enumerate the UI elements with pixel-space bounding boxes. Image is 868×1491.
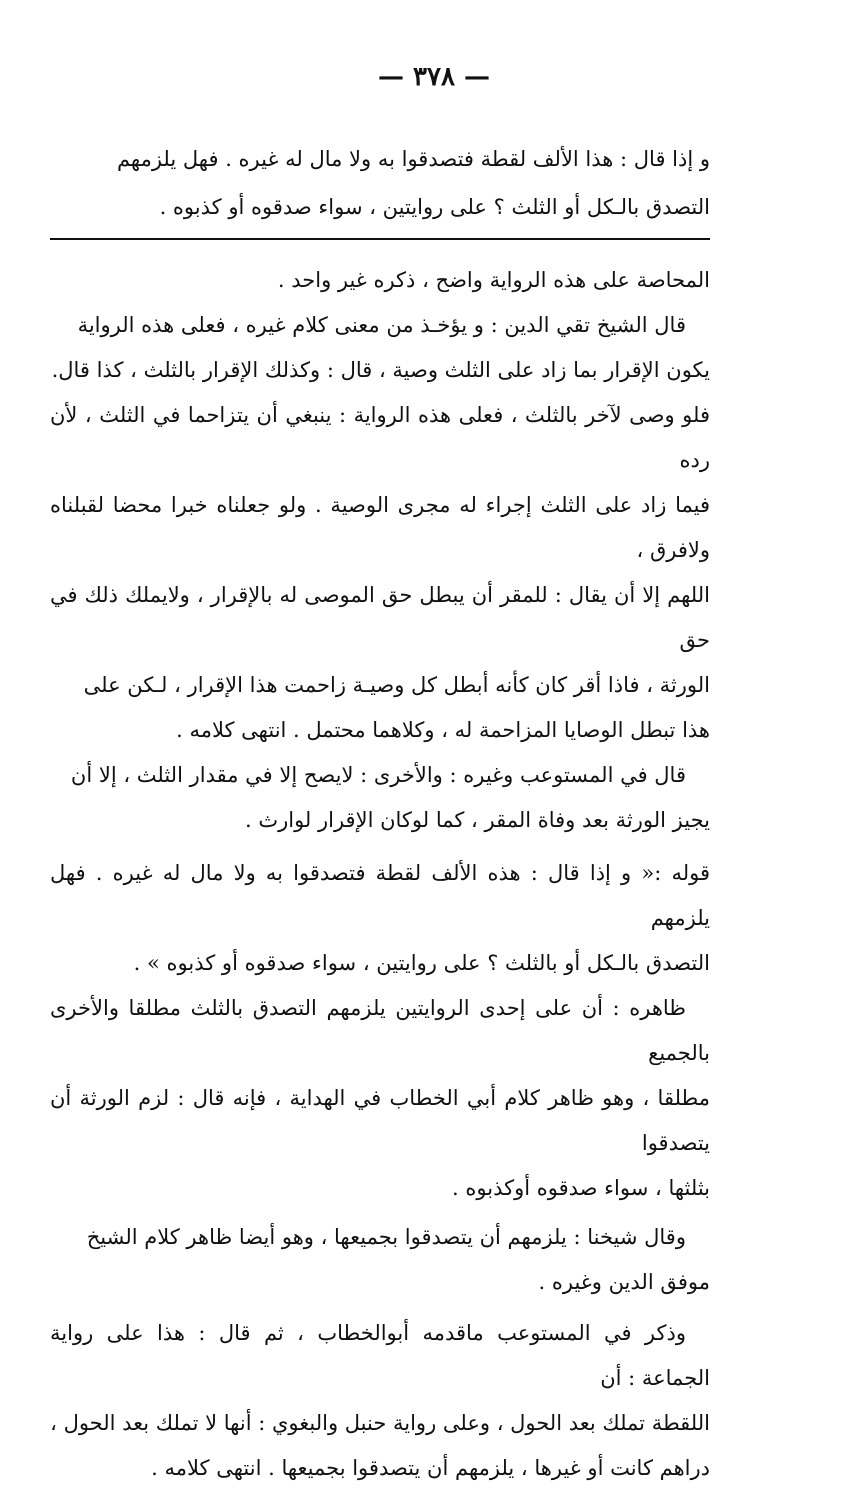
text-line: فيما زاد على الثلث إجراء له مجرى الوصية . ولو جعلناه خبرا محضا لقبلناه ولافرق ، xyxy=(50,493,710,562)
text-line: بثلثها ، سواء صدقوه أوكذبوه . xyxy=(452,1176,710,1200)
text-line: قال الشيخ تقي الدين : و يؤخـذ من معنى كلام غيره ، فعلى هذه الرواية xyxy=(77,313,686,337)
paragraph xyxy=(50,851,710,986)
matn-line: التصدق بالـكل أو الثلث ؟ على روايتين ، سواء صدقوه أو كذبوه . xyxy=(159,195,710,219)
text-line: دراهم كانت أو غيرها ، يلزمهم أن يتصدقوا بجميعها . انتهى كلامه . xyxy=(151,1456,710,1480)
paragraph xyxy=(50,986,710,1211)
paragraph xyxy=(50,303,710,753)
paragraph xyxy=(50,753,710,843)
text-line: وذكر في المستوعب ماقدمه أبوالخطاب ، ثم قال : هذا على رواية الجماعة : أن xyxy=(50,1321,710,1390)
text-line: اللقطة تملك بعد الحول ، وعلى رواية حنبل والبغوي : أنها لا تملك بعد الحول ، xyxy=(50,1411,710,1435)
text-line: موفق الدين وغيره . xyxy=(538,1270,710,1294)
paragraph xyxy=(50,1215,710,1305)
text-line: ظاهره : أن على إحدى الروايتين يلزمهم التصدق بالثلث مطلقا والأخرى بالجميع xyxy=(50,996,710,1065)
commentary-text xyxy=(50,258,710,1491)
matn-line: و إذا قال : هذا الألف لقطة فتصدقوا به ولا مال له غيره . فهل يلزمهم xyxy=(116,147,710,171)
text-line: قوله :« و إذا قال : هذه الألف لقطة فتصدقوا به ولا مال له غيره . فهل يلزمهم xyxy=(50,861,710,930)
matn-text xyxy=(50,135,710,231)
text-line: وقال شيخنا : يلزمهم أن يتصدقوا بجميعها ، وهو أيضا ظاهر كلام الشيخ xyxy=(86,1225,686,1249)
text-line: يكون الإقرار بما زاد على الثلث وصية ، قال : وكذلك الإقرار بالثلث ، كذا قال. xyxy=(51,358,710,382)
text-line: التصدق بالـكل أو بالثلث ؟ على روايتين ، سواء صدقوه أو كذبوه » . xyxy=(133,951,710,975)
text-line: فلو وصى لآخر بالثلث ، فعلى هذه الرواية : ينبغي أن يتزاحما في الثلث ، لأن رده xyxy=(50,403,710,472)
text-line: يجيز الورثة بعد وفاة المقر ، كما لوكان الإقرار لوارث . xyxy=(244,808,710,832)
text-line: قال في المستوعب وغيره : والأخرى : لايصح إلا في مقدار الثلث ، إلا أن xyxy=(70,763,686,787)
text-line: هذا تبطل الوصايا المزاحمة له ، وكلاهما محتمل . انتهى كلامه . xyxy=(176,718,710,742)
page-number: — ٣٧٨ — xyxy=(377,62,491,92)
paragraph xyxy=(50,258,710,303)
paragraph xyxy=(50,1311,710,1491)
text-line: مطلقا ، وهو ظاهر كلام أبي الخطاب في الهداية ، فإنه قال : لزم الورثة أن يتصدقوا xyxy=(50,1086,710,1155)
text-line: اللهم إلا أن يقال : للمقر أن يبطل حق الموصى له بالإقرار ، ولايملك ذلك في حق xyxy=(50,583,710,652)
text-line: المحاصة على هذه الرواية واضح ، ذكره غير واحد . xyxy=(277,268,710,292)
text-line: الورثة ، فاذا أقر كان كأنه أبطل كل وصيـة زاحمت هذا الإقرار ، لـكن على xyxy=(83,673,710,697)
section-divider xyxy=(50,238,710,240)
